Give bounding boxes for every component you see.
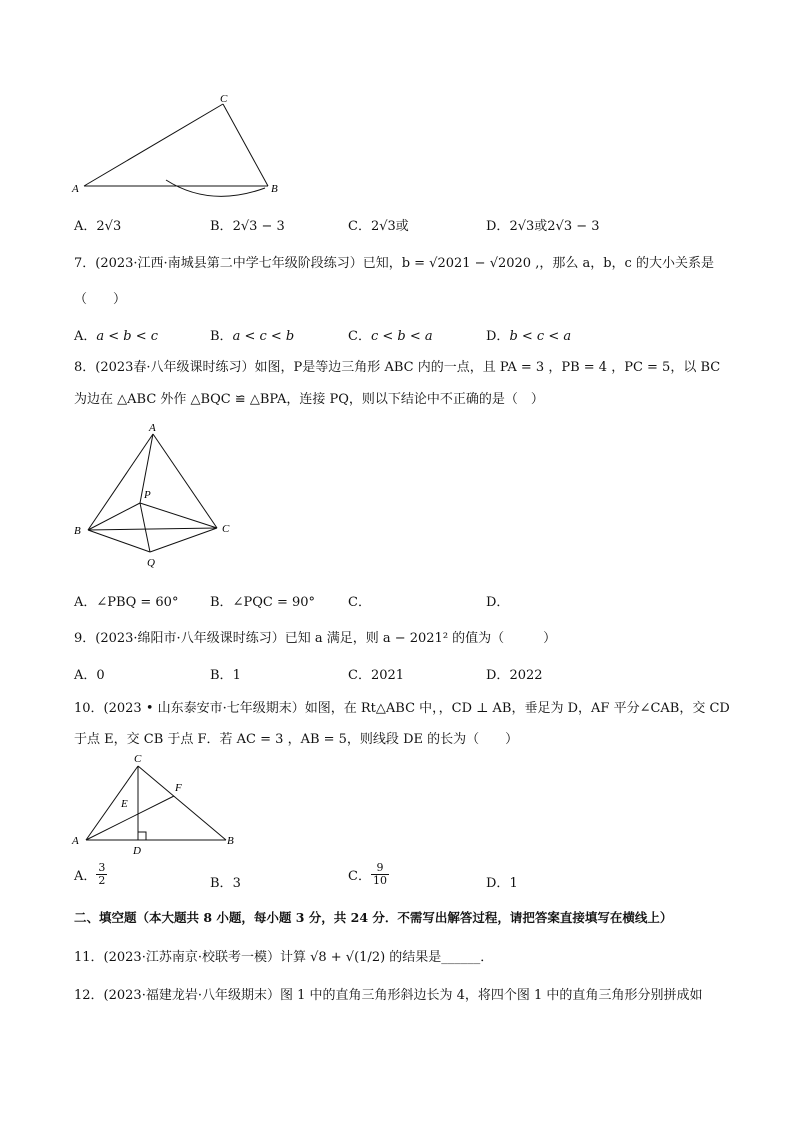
q9-stem-line1: 9．(2023·绵阳市·八年级课时练习）已知 a 满足，则 a − 2021² 的值为（ ） [74, 631, 557, 646]
q8-option-d [486, 591, 509, 610]
q8-stem-line1: 8．(2023春·八年级课时练习）如图，P是等边三角形 ABC 内的一点，且 PA = 3 ，PB = 4 ，PC = 5，以 BC [74, 360, 721, 375]
q8-option-a [74, 591, 178, 610]
segment-pq [140, 503, 150, 552]
option-text: ∠PQC = 90° [232, 595, 316, 610]
q10-stem-line2: 于点 E，交 CB 于点 F．若 AC = 3 ，AB = 5，则线段 DE 的长为（ ） [74, 732, 519, 747]
label-q: Q [147, 557, 155, 569]
q8-stem-line2: 为边在 △ABC 外作 △BQC ≌ △BPA，连接 PQ，则以下结论中不正确的是（ ） [74, 392, 544, 407]
segment-pb [88, 503, 140, 530]
q11-stem-line1: 11．(2023·江苏南京·校联考一模）计算 √8 + √(1/2) 的结果是______． [74, 950, 494, 965]
q8-option-c [348, 591, 371, 610]
q6-option-a [74, 215, 121, 234]
option-text: a < b < c [96, 329, 159, 344]
segment-ab [88, 434, 153, 530]
option-text: a < c < b [232, 329, 295, 344]
figure-q10-right-triangle [66, 750, 246, 860]
label-b: B [227, 835, 234, 847]
q8-option-b [210, 591, 315, 610]
q9-option-c [348, 664, 404, 683]
label-e: E [121, 798, 128, 810]
label-c: C [220, 93, 228, 105]
q6-option-d [486, 215, 600, 234]
q7-option-a [74, 325, 158, 344]
option-text: 2√3 [96, 219, 122, 234]
option-text: 2√3或2√3 − 3 [509, 219, 600, 234]
label-f: F [175, 782, 182, 794]
option-letter: B． [210, 329, 233, 344]
option-letter: A． [74, 668, 97, 683]
option-letter: C． [348, 595, 371, 610]
option-letter: B． [210, 595, 233, 610]
q10-stem-line1: 10．(2023 • 山东泰安市·七年级期末）如图，在 Rt△ABC 中，，CD ⊥ AB，垂足为 D，AF 平分∠CAB，交 CD [74, 701, 730, 716]
label-p: P [144, 489, 151, 501]
option-letter: D． [486, 595, 510, 610]
label-a: A [149, 422, 156, 434]
q6-option-c [348, 215, 409, 234]
segment-bc [88, 528, 217, 530]
q7-option-d [486, 325, 571, 344]
right-angle-mark [138, 832, 146, 840]
label-c: C [222, 523, 230, 535]
option-letter: C． [348, 329, 371, 344]
option-text: 0 [96, 668, 105, 683]
label-a: A [72, 183, 79, 195]
label-d: D [133, 845, 141, 857]
option-letter: A． [74, 869, 97, 884]
option-letter: B． [210, 219, 233, 234]
q10-option-c [348, 862, 389, 887]
fraction [371, 862, 389, 887]
option-letter: A． [74, 219, 97, 234]
segment-af [86, 796, 174, 840]
segment-bq [88, 530, 150, 552]
segment-ac [86, 766, 138, 840]
option-letter: C． [348, 869, 371, 884]
option-letter: D． [486, 876, 510, 891]
q9-option-a [74, 664, 105, 683]
option-text: 1 [232, 668, 241, 683]
label-c: C [134, 753, 142, 765]
option-letter: D． [486, 668, 510, 683]
option-letter: C． [348, 219, 371, 234]
segment-pc [140, 503, 217, 528]
segment-ac [153, 434, 217, 528]
label-b: B [74, 525, 81, 537]
q9-option-b [210, 664, 241, 683]
segment-bc [138, 766, 226, 840]
numerator: 9 [371, 862, 389, 875]
q12-stem-line1: 12．(2023·福建龙岩·八年级期末）图 1 中的直角三角形斜边长为 4，将四个图 1 中的直角三角形分别拼成如 [74, 988, 703, 1003]
section-title-fill-in: 二、填空题（本大题共 8 小题，每小题 3 分，共 24 分．不需写出解答过程，请把答案直接填写在横线上） [74, 910, 673, 925]
segment-cq [150, 528, 217, 552]
option-letter: B． [210, 876, 233, 891]
option-text: ∠PBQ = 60° [96, 595, 179, 610]
label-b: B [271, 183, 278, 195]
option-letter: B． [210, 668, 233, 683]
fraction [96, 862, 107, 887]
option-text: 2022 [509, 668, 543, 683]
denominator: 2 [98, 874, 106, 887]
option-letter: A． [74, 595, 97, 610]
segment-ac [84, 104, 223, 186]
option-text: 1 [509, 876, 518, 891]
q10-option-d [486, 872, 518, 891]
figure-q6-triangle [60, 90, 290, 200]
segment-bc [223, 104, 268, 186]
q7-option-c [348, 325, 433, 344]
arc-mark [166, 180, 265, 196]
q7-stem-line1: 7．(2023·江西·南城县第二中学七年级阶段练习）已知，b = √2021 − √2020 ,，那么 a，b，c 的大小关系是 [74, 256, 714, 271]
q7-option-b [210, 325, 294, 344]
option-letter: D． [486, 219, 510, 234]
option-text: 2√3或 [370, 219, 409, 234]
label-a: A [72, 835, 79, 847]
option-letter: D． [486, 329, 510, 344]
option-text: 2021 [370, 668, 405, 683]
q9-option-d [486, 664, 543, 683]
figure-q8-equilateral-triangle [70, 420, 250, 570]
denominator: 10 [372, 874, 387, 887]
option-text: b < c < a [509, 329, 572, 344]
q6-option-b [210, 215, 285, 234]
q10-option-b [210, 872, 241, 891]
numerator: 3 [98, 861, 106, 874]
option-text: c < b < a [370, 329, 433, 344]
option-text: 3 [232, 876, 241, 891]
option-letter: A． [74, 329, 97, 344]
option-text: 2√3 − 3 [232, 219, 285, 234]
q7-stem-line2: （ ） [74, 292, 127, 307]
option-letter: C． [348, 668, 371, 683]
q10-option-a [74, 862, 107, 887]
